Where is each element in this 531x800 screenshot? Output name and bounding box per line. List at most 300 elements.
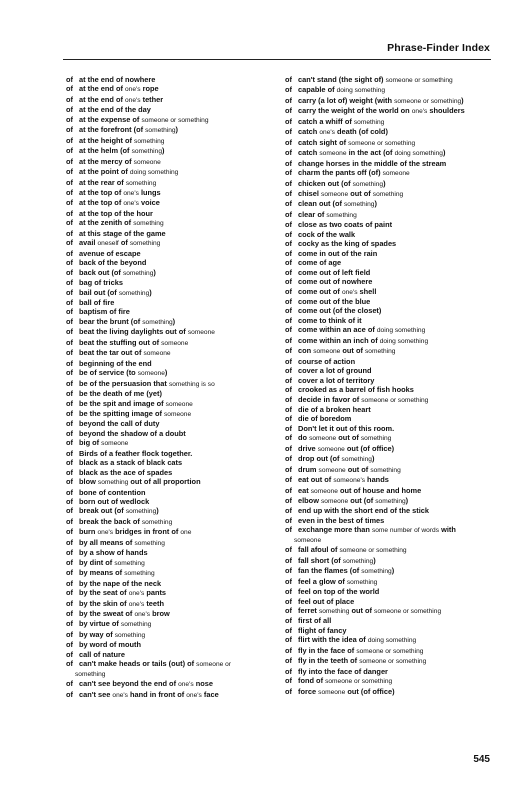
index-entry: [66, 399, 276, 409]
phrase-bold-text: beyond the shadow of a doubt: [79, 428, 186, 438]
entry-phrase: [79, 136, 276, 146]
entry-phrase: [79, 659, 276, 669]
entry-phrase: [298, 465, 497, 475]
keyword-of: of: [66, 419, 73, 429]
keyword-of: of: [66, 609, 73, 619]
phrase-bold-text: at the rear of: [79, 177, 126, 187]
keyword-of: of: [66, 568, 73, 578]
entry-phrase: [298, 85, 497, 95]
phrase-placeholder-text: one's: [123, 189, 139, 197]
phrase-bold-text: teeth: [144, 598, 164, 608]
entry-phrase: [79, 640, 276, 649]
phrase-placeholder-text: one: [180, 529, 192, 537]
entry-phrase: [298, 210, 497, 220]
phrase-bold-text: come within an ace of: [298, 325, 377, 335]
index-entry: [285, 287, 497, 297]
entry-phrase: [79, 167, 276, 177]
phrase-placeholder-text: something: [129, 240, 161, 248]
phrase-bold-text: die of a broken heart: [298, 404, 371, 414]
index-entry: [285, 376, 497, 385]
entry-phrase: [79, 679, 276, 689]
phrase-placeholder-text: one's: [178, 681, 194, 689]
index-entry: [285, 424, 497, 433]
index-entry: [66, 317, 276, 327]
index-entry: [285, 106, 497, 116]
phrase-bold-text: ): [373, 555, 376, 565]
index-entry: [285, 148, 497, 158]
index-entry: [285, 616, 497, 625]
phrase-placeholder-text: something: [361, 568, 392, 576]
phrase-placeholder-text: something: [145, 127, 176, 135]
index-entry: [285, 138, 497, 148]
entry-phrase: [79, 348, 276, 358]
phrase-bold-text: charm the pants off (of): [298, 168, 383, 178]
index-entry: [285, 545, 497, 555]
keyword-of: of: [66, 146, 73, 156]
index-entry: [66, 178, 276, 188]
phrase-placeholder-text: doing something: [367, 637, 417, 645]
entry-phrase: [79, 84, 276, 94]
index-entry: [285, 249, 497, 258]
entry-phrase: [79, 409, 276, 419]
phrase-bold-text: ): [175, 125, 179, 135]
keyword-of: of: [285, 545, 292, 555]
phrase-placeholder-text: something: [341, 456, 372, 464]
keyword-of: of: [285, 366, 292, 376]
phrase-placeholder-text: something is so: [168, 380, 215, 388]
phrase-bold-text: black as a stack of black cats: [79, 458, 183, 468]
index-entry: [285, 85, 497, 95]
phrase-bold-text: call of nature: [79, 649, 125, 659]
entry-phrase: [298, 316, 497, 325]
index-entry: [66, 506, 276, 516]
index-entry: [285, 268, 497, 277]
phrase-bold-text: hand in front of: [127, 689, 187, 699]
keyword-of: of: [66, 258, 73, 268]
entry-phrase: [79, 249, 276, 258]
index-entry: [285, 414, 497, 423]
phrase-bold-text: bridges in front of: [113, 527, 181, 537]
index-entry: [285, 199, 497, 209]
entry-continuation: someone: [294, 536, 322, 544]
entry-phrase: [298, 424, 497, 433]
entry-phrase: [298, 75, 497, 85]
phrase-bold-text: brow: [150, 609, 170, 619]
index-entry: [285, 667, 497, 676]
keyword-of: of: [66, 307, 73, 317]
keyword-of: of: [66, 238, 73, 248]
entry-phrase: [298, 587, 497, 596]
phrase-placeholder-text: something: [120, 621, 152, 629]
phrase-placeholder-text: something: [125, 179, 157, 187]
phrase-placeholder-text: someone's: [333, 477, 365, 485]
keyword-of: of: [285, 248, 292, 258]
phrase-placeholder-text: someone: [187, 329, 215, 337]
phrase-bold-text: chisel: [298, 188, 322, 198]
entry-phrase: [298, 656, 497, 666]
phrase-bold-text: pants: [144, 588, 167, 598]
phrase-placeholder-text: someone or something: [385, 77, 453, 84]
keyword-of: of: [285, 515, 292, 525]
entry-phrase: [298, 385, 497, 394]
keyword-of: of: [66, 467, 73, 477]
index-entry: [285, 566, 497, 576]
phrase-placeholder-text: someone or something: [356, 647, 424, 655]
keyword-of: of: [285, 356, 292, 366]
index-entry: [285, 230, 497, 239]
phrase-bold-text: ): [164, 368, 168, 378]
phrase-bold-text: out (of: [348, 496, 376, 506]
entry-phrase: [79, 288, 276, 298]
keyword-of: of: [285, 423, 292, 433]
index-entry: [285, 346, 497, 356]
entry-phrase: [79, 429, 276, 438]
entry-phrase: [79, 517, 276, 527]
keyword-of: of: [66, 640, 73, 650]
keyword-of: of: [285, 506, 292, 516]
keyword-of: of: [66, 506, 73, 516]
entry-phrase: [79, 558, 276, 568]
entry-phrase: [298, 545, 497, 555]
entry-phrase: [79, 690, 276, 700]
entry-phrase: [298, 616, 497, 625]
keyword-of: of: [66, 135, 73, 145]
index-entry: [66, 558, 276, 568]
keyword-of: of: [66, 75, 73, 84]
phrase-bold-text: by the skin of: [79, 598, 129, 608]
entry-phrase: [79, 538, 276, 548]
keyword-of: of: [285, 394, 292, 404]
keyword-of: of: [66, 448, 73, 458]
entry-phrase: [79, 619, 276, 629]
index-entry: [285, 297, 497, 306]
entry-phrase: [298, 277, 497, 286]
index-entry: [66, 338, 276, 348]
phrase-bold-text: clear of: [298, 209, 327, 219]
entry-phrase: [79, 419, 276, 428]
keyword-of: of: [66, 218, 73, 228]
keyword-of: of: [285, 404, 292, 414]
phrase-bold-text: decide in favor of: [298, 394, 362, 404]
keyword-of: of: [285, 239, 292, 249]
phrase-bold-text: bag of tricks: [79, 278, 123, 288]
phrase-placeholder-text: one's: [134, 611, 151, 619]
phrase-bold-text: rope: [140, 84, 159, 94]
phrase-bold-text: force: [298, 686, 319, 696]
index-entry: [285, 486, 497, 496]
keyword-of: of: [66, 438, 73, 448]
entry-phrase: [79, 379, 276, 389]
index-entry: [66, 679, 276, 689]
keyword-of: of: [285, 385, 292, 395]
phrase-placeholder-text: someone: [317, 445, 345, 453]
phrase-bold-text: be the spitting image of: [79, 408, 164, 418]
index-entry: [66, 690, 276, 700]
entry-phrase: [298, 148, 497, 158]
entry-phrase: [298, 597, 497, 606]
index-entry: [285, 179, 497, 189]
entry-phrase: [298, 646, 497, 656]
phrase-bold-text: by word of mouth: [79, 640, 141, 650]
entry-phrase: [298, 525, 497, 535]
phrase-bold-text: be the death of me (yet): [79, 389, 162, 399]
phrase-bold-text: Don't let it out of this room.: [298, 423, 395, 433]
entry-phrase: [79, 458, 276, 467]
phrase-bold-text: hands: [365, 475, 389, 485]
phrase-bold-text: by virtue of: [79, 619, 121, 629]
entry-phrase: [298, 606, 497, 616]
phrase-placeholder-text: someone: [319, 150, 347, 158]
phrase-placeholder-text: doing something: [376, 327, 426, 335]
keyword-of: of: [66, 156, 73, 166]
entry-phrase: [79, 178, 276, 188]
phrase-placeholder-text: something: [346, 578, 378, 586]
phrase-bold-text: flight of fancy: [298, 625, 347, 635]
phrase-bold-text: ferret: [298, 606, 319, 616]
phrase-placeholder-text: someone: [161, 339, 189, 347]
entry-phrase: [79, 338, 276, 348]
entry-phrase: [298, 230, 497, 239]
entry-phrase: [79, 449, 276, 458]
phrase-bold-text: can't make heads or tails (out) of: [79, 659, 197, 669]
phrase-bold-text: can't see: [79, 689, 113, 699]
phrase-bold-text: come out of: [298, 286, 342, 296]
keyword-of: of: [285, 267, 292, 277]
entry-phrase: [298, 566, 497, 576]
phrase-bold-text: at the height of: [79, 135, 135, 145]
keyword-of: of: [66, 389, 73, 399]
phrase-bold-text: catch: [298, 127, 320, 137]
phrase-placeholder-text: something: [118, 289, 150, 297]
index-entry: [66, 368, 276, 378]
keyword-of: of: [285, 95, 292, 105]
index-entry: [66, 650, 276, 659]
phrase-bold-text: by a show of hands: [79, 548, 148, 558]
index-entry: [285, 210, 497, 220]
phrase-bold-text: ): [374, 199, 377, 209]
phrase-bold-text: lungs: [138, 187, 161, 197]
index-entry: [285, 306, 497, 315]
index-entry: [285, 325, 497, 335]
phrase-bold-text: at this stage of the game: [79, 228, 166, 238]
entry-phrase: [79, 218, 276, 228]
phrase-placeholder-text: someone: [309, 435, 337, 443]
keyword-of: of: [66, 378, 73, 388]
index-entry: [66, 209, 276, 218]
phrase-bold-text: first of all: [298, 616, 332, 626]
phrase-bold-text: clean out (of: [298, 199, 344, 209]
phrase-bold-text: at the end of: [79, 84, 125, 94]
keyword-of: of: [66, 287, 73, 297]
index-entry: [285, 433, 497, 443]
phrase-placeholder-text: something: [370, 466, 401, 474]
entry-phrase: [298, 239, 497, 248]
phrase-bold-text: at the helm (of: [79, 146, 132, 156]
index-entry: [66, 619, 276, 629]
phrase-bold-text: ): [383, 178, 386, 188]
entry-phrase: [298, 676, 497, 686]
phrase-placeholder-text: someone: [137, 370, 165, 378]
phrase-bold-text: carry the weight of the world on: [298, 106, 412, 116]
phrase-bold-text: catch a whiff of: [298, 116, 354, 126]
entry-phrase: [79, 438, 276, 448]
phrase-bold-text: out of: [336, 433, 361, 443]
keyword-of: of: [285, 686, 292, 696]
phrase-placeholder-text: one's: [186, 691, 202, 699]
keyword-of: of: [66, 337, 73, 347]
keyword-of: of: [285, 335, 292, 345]
entry-phrase: [79, 579, 276, 588]
phrase-placeholder-text: something: [352, 180, 384, 188]
keyword-of: of: [66, 497, 73, 507]
index-entry: [66, 359, 276, 368]
keyword-of: of: [285, 576, 292, 586]
index-entry: [285, 168, 497, 178]
keyword-of: of: [66, 557, 73, 567]
phrase-placeholder-text: something: [97, 479, 129, 487]
index-entry: [66, 438, 276, 448]
entry-phrase: [298, 346, 497, 356]
entry-phrase: [298, 117, 497, 127]
entry-phrase: [298, 336, 497, 346]
phrase-bold-text: out of: [349, 606, 375, 616]
keyword-of: of: [285, 106, 292, 116]
entry-phrase: [298, 454, 497, 464]
phrase-placeholder-text: something: [125, 508, 157, 516]
phrase-bold-text: eat: [298, 485, 311, 495]
entry-phrase: [298, 556, 497, 566]
keyword-of: of: [285, 137, 292, 147]
keyword-of: of: [66, 94, 73, 104]
entry-phrase: [298, 405, 497, 414]
index-entry: [285, 676, 497, 686]
keyword-of: of: [66, 198, 73, 208]
keyword-of: of: [285, 606, 292, 616]
index-entry: [285, 577, 497, 587]
phrase-bold-text: out of: [340, 346, 365, 356]
phrase-bold-text: out (of office): [345, 686, 395, 696]
phrase-bold-text: of: [118, 238, 130, 248]
keyword-of: of: [285, 168, 292, 178]
phrase-bold-text: exchange more than: [298, 525, 372, 535]
phrase-placeholder-text: something: [353, 118, 385, 126]
index-entry: [66, 229, 276, 238]
index-entry: [66, 258, 276, 267]
entry-phrase: [298, 258, 497, 267]
keyword-of: of: [285, 127, 292, 137]
keyword-of: of: [66, 527, 73, 537]
phrase-placeholder-text: someone or something: [361, 396, 429, 404]
keyword-of: of: [285, 315, 292, 325]
keyword-of: of: [66, 327, 73, 337]
entry-phrase: [298, 297, 497, 306]
phrase-bold-text: drop out (of: [298, 454, 342, 464]
entry-phrase: [298, 106, 497, 116]
phrase-bold-text: cover a lot of ground: [298, 366, 372, 376]
entry-phrase: [298, 189, 497, 199]
keyword-of: of: [66, 487, 73, 497]
index-entry: [285, 587, 497, 596]
entry-phrase: [298, 516, 497, 525]
index-entry: [66, 599, 276, 609]
keyword-of: of: [285, 75, 292, 84]
index-entry: [66, 468, 276, 477]
keyword-of: of: [66, 516, 73, 526]
entry-phrase: [298, 199, 497, 209]
phrase-placeholder-text: someone or something: [374, 608, 442, 616]
index-entry: [285, 465, 497, 475]
phrase-placeholder-text: one's: [112, 691, 128, 699]
phrase-bold-text: with: [439, 525, 456, 535]
entry-phrase: [79, 477, 276, 487]
entry-phrase: [79, 146, 276, 156]
phrase-bold-text: fond of: [298, 676, 326, 686]
keyword-of: of: [285, 587, 292, 597]
phrase-placeholder-text: something: [344, 201, 375, 209]
entry-phrase: [79, 599, 276, 609]
index-entry: [285, 395, 497, 405]
phrase-bold-text: fly in the face of: [298, 645, 357, 655]
phrase-placeholder-text: someone: [382, 170, 410, 178]
phrase-placeholder-text: doing something: [394, 150, 443, 158]
keyword-of: of: [285, 676, 292, 686]
phrase-bold-text: eat out of: [298, 475, 334, 485]
keyword-of: of: [285, 209, 292, 219]
phrase-bold-text: avenue of escape: [79, 248, 141, 258]
phrase-bold-text: break the back of: [79, 516, 142, 526]
index-entry: [66, 298, 276, 307]
phrase-placeholder-text: something: [318, 608, 350, 616]
phrase-placeholder-text: someone: [318, 466, 346, 474]
phrase-bold-text: ): [391, 566, 395, 576]
phrase-bold-text: con: [298, 346, 314, 356]
keyword-of: of: [285, 229, 292, 239]
phrase-bold-text: come within an inch of: [298, 335, 380, 345]
index-entry: [66, 568, 276, 578]
index-entry: [66, 429, 276, 438]
index-entry: [66, 497, 276, 506]
index-entry: [66, 95, 276, 105]
index-entry: [66, 659, 276, 669]
phrase-bold-text: feel a glow of: [298, 576, 347, 586]
phrase-placeholder-text: someone or: [196, 661, 231, 669]
entry-phrase: [298, 220, 497, 229]
phrase-placeholder-text: oneself: [97, 240, 119, 248]
keyword-of: of: [66, 368, 73, 378]
entry-phrase: [79, 198, 276, 208]
phrase-bold-text: be the spit and image of: [79, 398, 166, 408]
phrase-placeholder-text: one's: [128, 590, 145, 598]
index-entry: [66, 630, 276, 640]
index-entry: [66, 548, 276, 557]
phrase-bold-text: feel on top of the world: [298, 587, 380, 597]
entry-phrase: [298, 268, 497, 277]
entry-phrase: [79, 609, 276, 619]
index-entry: [285, 405, 497, 414]
index-entry: [285, 606, 497, 616]
phrase-bold-text: face: [201, 689, 219, 699]
phrase-bold-text: by the seat of: [79, 588, 129, 598]
phrase-bold-text: change horses in the middle of the stream: [298, 158, 447, 168]
index-entry: [66, 278, 276, 287]
entry-phrase: [298, 376, 497, 385]
entry-phrase: [298, 306, 497, 315]
entry-phrase: [79, 278, 276, 287]
index-entry: [285, 475, 497, 485]
phrase-bold-text: at the end of the day: [79, 105, 151, 115]
index-entry: [66, 348, 276, 358]
index-entry: [66, 115, 276, 125]
